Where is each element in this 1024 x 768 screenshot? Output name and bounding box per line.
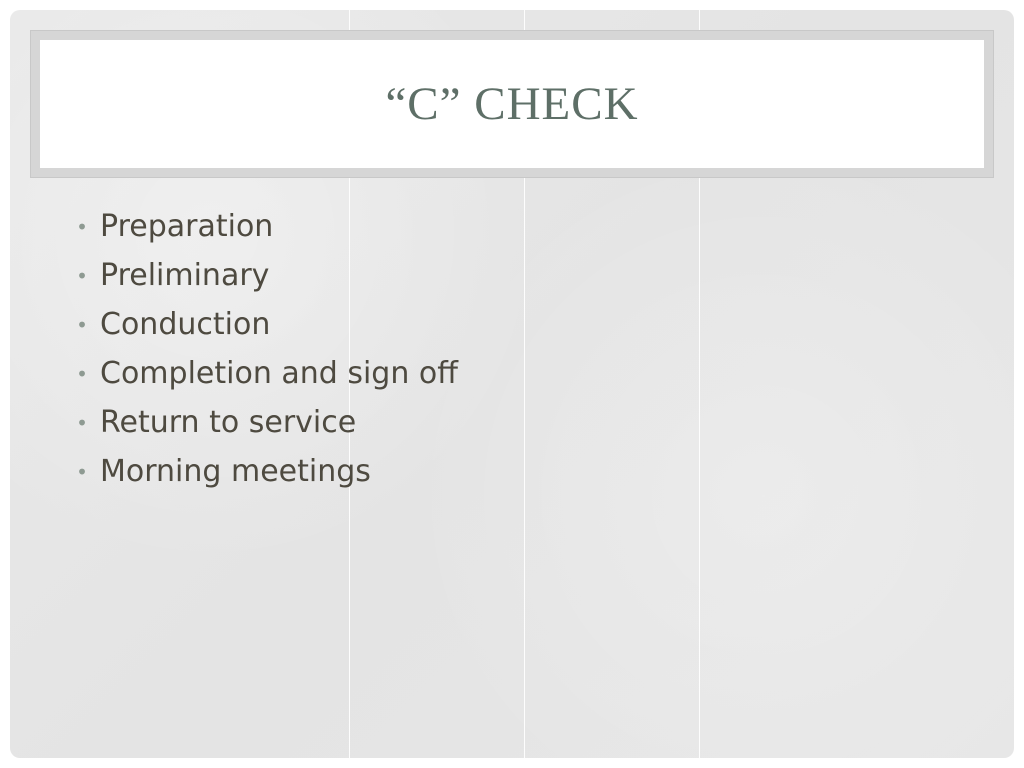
title-box bbox=[40, 40, 984, 168]
slide-title: “C” CHECK bbox=[385, 78, 639, 130]
title-frame bbox=[30, 30, 994, 178]
bullet-item bbox=[72, 349, 458, 398]
bullet-text: Preliminary bbox=[100, 258, 270, 293]
bullet-item bbox=[72, 398, 458, 447]
bullet-text: Morning meetings bbox=[100, 454, 371, 489]
bullet-dot-icon: • bbox=[76, 312, 88, 337]
bullet-dot-icon: • bbox=[76, 459, 88, 484]
bullet-item bbox=[72, 447, 458, 496]
slide-canvas bbox=[10, 10, 1014, 758]
bullet-dot-icon: • bbox=[76, 361, 88, 386]
bullet-text: Conduction bbox=[100, 307, 271, 342]
bullet-list bbox=[72, 202, 458, 496]
bullet-text: Preparation bbox=[100, 209, 274, 244]
bullet-dot-icon: • bbox=[76, 410, 88, 435]
bullet-item bbox=[72, 251, 458, 300]
bullet-text: Return to service bbox=[100, 405, 357, 440]
bullet-item bbox=[72, 202, 458, 251]
bullet-item bbox=[72, 300, 458, 349]
bullet-dot-icon: • bbox=[76, 214, 88, 239]
bullet-dot-icon: • bbox=[76, 263, 88, 288]
bullet-text: Completion and sign off bbox=[100, 356, 458, 391]
